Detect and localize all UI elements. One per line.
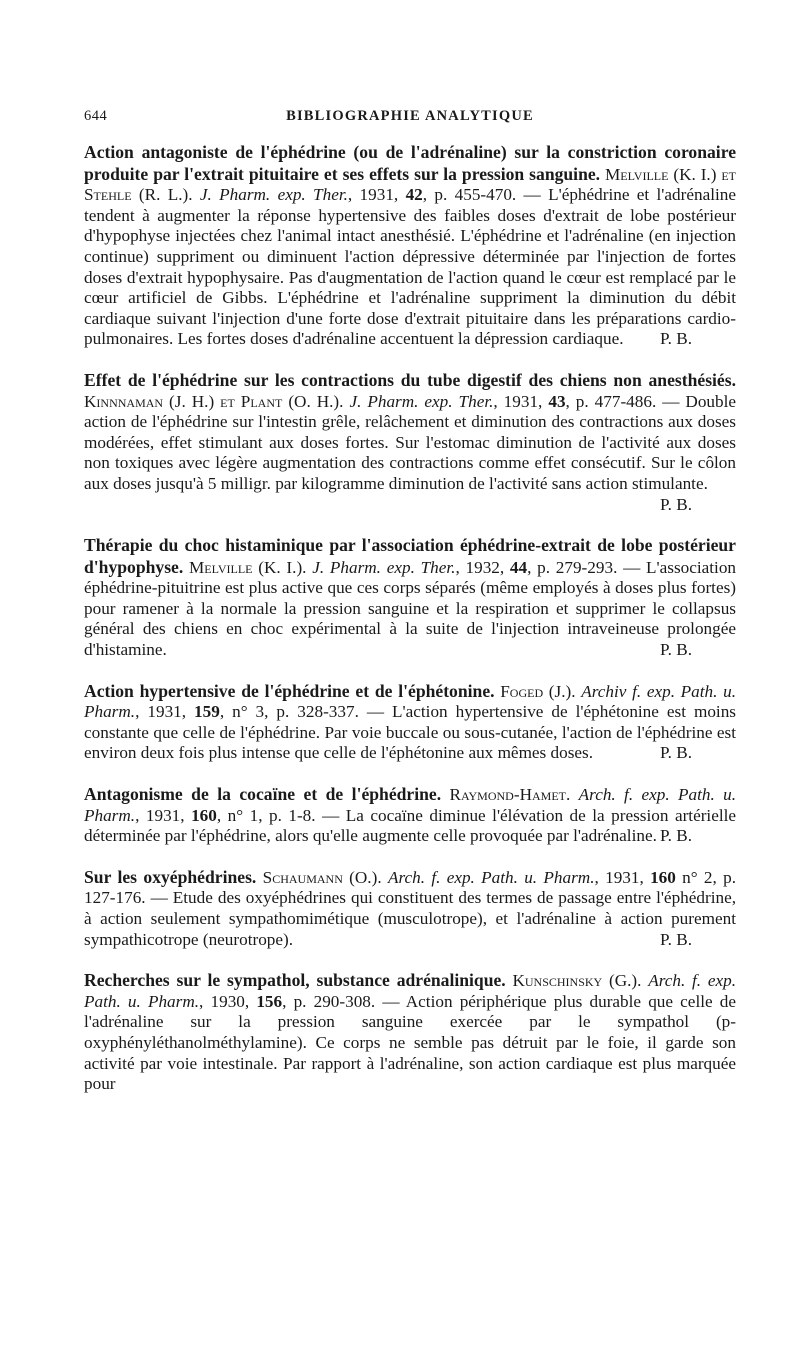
entry-volume: 42 [405,185,423,205]
entry-pages: , p. 279-293. — [527,557,641,577]
entry-volume: 160 [191,805,217,825]
entry-signature: P. B. [659,494,692,514]
running-title: BIBLIOGRAPHIE ANALYTIQUE [286,108,534,124]
entry-abstract: Action périphérique plus durable que celle de l'adrénaline sur la pression sanguine exercée par le sympathol (p-oxyphényléthanolméthylamine). Ce corps ne semble pas détruit par le foie, il garde son activité par voie intestinale. Par rapport à l'adrénaline, son action cardiaque est plus marquée pour [84,991,736,1094]
entry-paragraph [84,867,736,950]
entry-signature: P. B. [659,640,692,660]
entry-authors: Raymond-Hamet. [449,785,571,805]
entry-pages: , p. 455-470. — [422,185,541,205]
entry-abstract: La cocaïne diminue l'élévation de la pression artérielle déterminée par l'éphédrine, alors qu'elle augmente celle provoquée par l'adrénaline. [84,805,737,846]
entry-journal: J. Pharm. exp. Ther. [199,185,348,205]
entry-year: , 1931, [135,702,195,722]
entry-abstract: L'association éphédrine-pituitrine est plus active que ces corps séparés (même employés à doses plus fortes) pour ramener à la normale la pression sanguine et la respiration et supprimer le collapsus général des chiens en choc expérimental à la suite de l'injection intraveineuse prolongée d'histamine. [84,557,737,660]
entry-pages: , p. 477-486. — [565,391,680,411]
entry-year: , 1932, [455,557,510,577]
entry-volume: 43 [548,391,566,411]
entry-year: , 1931, [493,391,549,411]
bibliography-entry [84,142,736,350]
entry-title: Thérapie du choc histaminique par l'association éphédrine-extrait de lobe postérieur d'hypophyse. [84,535,736,577]
entry-title: Action antagoniste de l'éphédrine (ou de l'adrénaline) sur la constriction coronaire produite par l'extrait pituitaire et ses effets sur la pression sanguine. [84,142,736,184]
entry-journal: J. Pharm. exp. Ther. [312,557,456,577]
entry-title: Effet de l'éphédrine sur les contractions du tube digestif des chiens non anesthésiés. [84,369,736,390]
entry-volume: 156 [256,991,283,1011]
page-header [84,108,736,130]
entry-title: Action hypertensive de l'éphédrine et de l'éphétonine. [84,680,495,701]
page-number: 644 [84,108,108,124]
entry-title: Recherches sur le sympathol, substance adrénalinique. [84,970,506,991]
entry-abstract: Double action de l'éphédrine sur l'intestin grêle, relâchement et diminution des contractions aux doses modérées, effet stimulant aux doses fortes. Sur l'estomac diminution de l'activité aux doses non toxiques avec légère augmentation des contractions comme effet consécutif. Sur le côlon aux doses jusqu'à 5 milligr. par kilogramme diminution de l'activité sans action stimulante. [84,391,737,493]
entry-authors: Melville (K. I.). [189,557,307,577]
entry-title: Sur les oxyéphédrines. [84,866,257,887]
entry-paragraph [84,369,737,514]
entry-signature: P. B. [659,929,692,949]
entry-pages: , n° 1, p. 1-8. — [216,805,340,825]
entry-paragraph [84,784,736,847]
entry-journal: Arch. f. exp. Path. u. Pharm. [84,785,736,825]
entry-title: Antagonisme de la cocaïne et de l'éphédrine. [84,784,442,805]
entry-signature: P. B. [659,743,692,763]
entry-journal: Arch. f. exp. Path. u. Pharm. [84,971,737,1011]
entry-pages: , p. 290-308. — [282,991,400,1011]
bibliography-entry [84,784,736,847]
entry-paragraph [84,142,736,350]
entry-year: , 1930, [199,991,257,1011]
entry-year: , 1931, [594,867,651,887]
entry-volume: 44 [509,557,528,577]
entry-journal: Archiv f. exp. Path. u. Pharm. [84,681,737,722]
entry-signature: P. B. [659,329,692,349]
bibliography-entry [84,535,736,661]
entry-authors: Melville (K. I.) et Stehle (R. L.). [84,164,736,205]
entry-paragraph [84,681,736,764]
entry-authors: Foged (J.). [500,681,576,701]
entry-abstract: Etude des oxyéphédrines qui constituent des termes de passage entre l'éphédrine, à action seulement sympathomimétique (musculotrope), et l'adrénaline à action purement sympathicotrope (neurotrope). [84,888,736,949]
entry-pages: , n° 3, p. 328-337. — [219,702,385,722]
bibliography-entry [84,970,736,1095]
entry-authors: Kunschinsky (G.). [512,971,642,991]
entry-year: , 1931, [135,805,192,825]
entry-authors: Schaumann (O.). [262,867,382,887]
entry-journal: J. Pharm. exp. Ther. [349,391,494,411]
entry-authors: Kinnnaman (J. H.) et Plant (O. H.). [84,391,344,411]
entry-journal: Arch. f. exp. Path. u. Pharm. [387,867,595,887]
bibliography-entry [84,867,736,950]
entry-year: , 1931, [347,185,406,205]
bibliography-entry [84,681,736,764]
entry-signature: P. B. [659,826,692,846]
entry-pages: n° 2, p. 127-176. — [84,867,737,908]
bibliography-column [84,142,736,1115]
entry-abstract: L'éphédrine et l'adrénaline tendent à augmenter la réponse hypertensive des faibles doses d'extrait de lobe postérieur d'hypophyse injectées chez l'animal intact anesthésié. L'éphédrine et l'adrénaline (en injection continue) suppriment ou diminuent l'action dépressive déterminée par l'injection de fortes doses d'extrait hypophysaire. Pas d'augmentation de l'action quand le cœur est remplacé par le cœur artificiel de Gibbs. L'éphédrine et l'adrénaline suppriment la diminution du débit cardiaque suivant l'injection d'une forte dose d'extrait pituitaire dans les préparations cardio-pulmonaires. Les fortes doses d'adrénaline accentuent la dépression cardiaque. [84,185,736,349]
entry-volume: 159 [194,702,220,722]
entry-volume: 160 [650,867,676,887]
entry-paragraph [84,970,736,1095]
bibliography-entry [84,370,736,515]
entry-abstract: L'action hypertensive de l'éphétonine est moins constante que celle de l'éphédrine. Par voie buccale ou sous-cutanée, l'action de l'éphédrine est environ deux fois plus intense que celle de l'éphétonine aux mêmes doses. [84,702,736,763]
entry-paragraph [84,535,736,661]
